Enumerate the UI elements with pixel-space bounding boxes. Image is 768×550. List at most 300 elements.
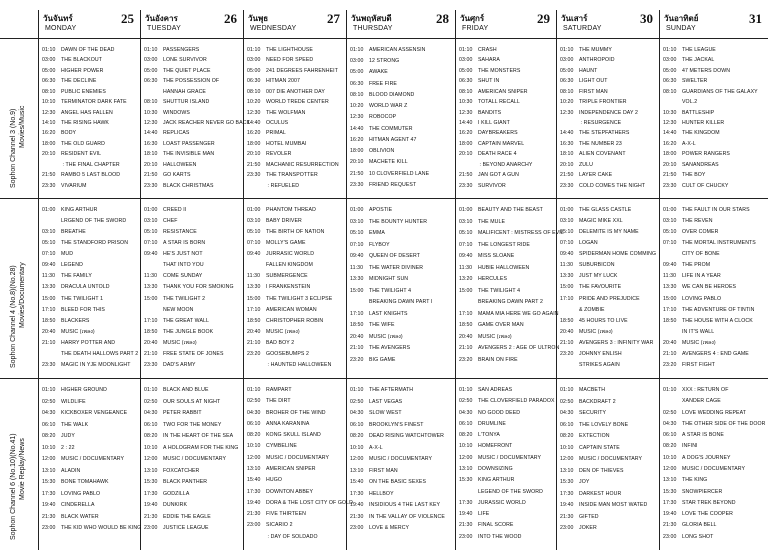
program-title: LOVING PABLO bbox=[61, 490, 101, 497]
program-time: 05:10 bbox=[459, 230, 473, 236]
program-entry bbox=[350, 265, 423, 271]
program-time: 04:30 bbox=[560, 410, 574, 416]
program-title: RESISTANCE bbox=[163, 229, 197, 236]
program-time: 15:00 bbox=[663, 295, 677, 302]
program-entry bbox=[350, 445, 383, 451]
program-entry bbox=[144, 68, 211, 74]
program-title: A HOLOGRAM FOR THE KING bbox=[163, 444, 239, 451]
program-title: ANTHROPOID bbox=[579, 57, 615, 64]
program-title: FINAL SCORE bbox=[478, 522, 514, 529]
program-title: THE WIFE bbox=[369, 322, 395, 328]
program-title: THE JUNGLE BOOK bbox=[163, 328, 214, 335]
schedule-cell bbox=[556, 387, 659, 545]
program-entry bbox=[663, 240, 756, 246]
day-name-thai: วันเสาร์ bbox=[561, 14, 588, 23]
program-time: 05:10 bbox=[350, 230, 364, 236]
channel-label-text bbox=[9, 433, 27, 540]
program-time: 21:10 bbox=[144, 350, 158, 357]
program-title: MUSIC / DOCUMENTARY bbox=[369, 456, 433, 462]
program-entry bbox=[663, 130, 720, 136]
program-entry bbox=[144, 433, 233, 439]
program-entry bbox=[560, 207, 631, 213]
program-entry bbox=[247, 229, 324, 235]
program-title: PETER RABBIT bbox=[163, 410, 202, 416]
program-entry bbox=[247, 421, 309, 427]
program-entry bbox=[42, 99, 127, 105]
program-time: 17:30 bbox=[560, 490, 574, 497]
program-title: AMERICAN SNIPER bbox=[266, 466, 316, 472]
program-title: JUSTICE LEAGUE bbox=[163, 525, 209, 531]
program-title: JUST MY LUCK bbox=[579, 273, 618, 280]
program-entry bbox=[663, 172, 705, 178]
program-title: THE MUMMY bbox=[579, 47, 612, 53]
program-entry bbox=[459, 110, 501, 116]
program-entry bbox=[459, 172, 519, 178]
program-time: 08:20 bbox=[560, 433, 574, 439]
program-entry bbox=[42, 240, 128, 246]
program-time: 02:50 bbox=[144, 398, 158, 405]
program-time: 02:50 bbox=[350, 398, 364, 405]
program-title: THE AFTERMATH bbox=[369, 387, 414, 393]
program-title: AMERICAN ASSENSIN bbox=[369, 47, 426, 53]
program-time: 13:30 bbox=[144, 284, 158, 291]
program-entry bbox=[247, 141, 307, 147]
program-title: EXTECTION bbox=[579, 433, 610, 439]
program-time: 10:30 bbox=[144, 109, 158, 116]
program-time: 23:00 bbox=[560, 525, 574, 531]
program-title: PHANTOM THREAD bbox=[266, 207, 316, 213]
day-name-thai: วันพฤหัสบดี bbox=[351, 14, 392, 23]
program-entry bbox=[247, 455, 329, 461]
program-time: 20:40 bbox=[247, 328, 261, 335]
program-entry bbox=[247, 329, 300, 335]
day-number: 26 bbox=[224, 11, 237, 26]
program-entry bbox=[144, 89, 206, 95]
program-entry bbox=[42, 273, 92, 279]
program-entry bbox=[42, 456, 124, 462]
program-title: LOVE & MERCY bbox=[369, 525, 410, 531]
program-entry bbox=[663, 262, 710, 268]
program-entry bbox=[560, 456, 642, 462]
program-title: POWER RANGERS bbox=[682, 151, 730, 158]
program-time: 13:10 bbox=[42, 467, 56, 474]
program-title: : REFUELED bbox=[266, 182, 300, 189]
program-time: 11:30 bbox=[459, 264, 473, 271]
program-time: 01:10 bbox=[459, 387, 473, 393]
program-entry bbox=[144, 329, 213, 335]
program-entry bbox=[42, 525, 141, 531]
program-title: SECURITY bbox=[579, 410, 607, 416]
program-time: 15:00 bbox=[247, 295, 261, 302]
program-time: 04:30 bbox=[144, 410, 158, 416]
program-time: 13:30 bbox=[350, 276, 364, 282]
channel-name: Sophon Channel 6 (No.10)(No.41) bbox=[10, 433, 17, 540]
program-time: 02:50 bbox=[459, 398, 473, 405]
program-time: 08:10 bbox=[350, 91, 364, 98]
program-time: 21:30 bbox=[144, 513, 158, 520]
program-title: FREE STATE OF JONES bbox=[163, 350, 224, 357]
program-entry bbox=[560, 151, 626, 157]
program-entry bbox=[247, 172, 318, 178]
program-title: BLEED FOR THIS bbox=[61, 306, 105, 313]
program-entry bbox=[42, 78, 96, 84]
day-name-english: WEDNESDAY bbox=[250, 25, 297, 32]
program-title: THE TWILIGHT 3 ECLIPSE bbox=[266, 295, 333, 302]
program-time: 23:30 bbox=[42, 182, 56, 189]
program-title: AVENGERS 2 : AGE OF ULTRON bbox=[478, 345, 560, 351]
program-entry bbox=[560, 433, 610, 439]
program-entry bbox=[42, 362, 131, 368]
program-time: 14:40 bbox=[247, 120, 261, 126]
program-time: 08:20 bbox=[459, 432, 473, 439]
program-title: : BEYOND ANARCHY bbox=[478, 161, 533, 168]
program-title: THE GREAT WALL bbox=[163, 317, 209, 324]
program-title: MUSIC / DOCUMENTARY bbox=[266, 454, 330, 461]
program-time: 20:10 bbox=[663, 161, 677, 168]
program-time: 13:10 bbox=[459, 466, 473, 472]
program-entry bbox=[144, 502, 187, 508]
program-time: 02:50 bbox=[663, 409, 677, 416]
program-entry bbox=[560, 491, 621, 497]
program-entry bbox=[144, 399, 220, 405]
program-entry bbox=[42, 183, 87, 189]
program-entry bbox=[560, 68, 597, 74]
schedule-cell bbox=[556, 207, 659, 373]
program-entry bbox=[560, 329, 613, 335]
program-entry bbox=[42, 502, 95, 508]
program-entry bbox=[247, 89, 325, 95]
row-divider bbox=[0, 38, 768, 39]
program-title: HOTEL MUMBAI bbox=[266, 140, 307, 147]
schedule-cell bbox=[243, 387, 353, 545]
program-entry bbox=[459, 68, 520, 74]
program-title: THE TWILIGHT 2 bbox=[163, 295, 206, 302]
program-entry bbox=[560, 183, 645, 189]
program-time: 20:40 bbox=[560, 328, 574, 335]
program-title: LONE SURVIVOR bbox=[163, 57, 207, 64]
program-title: PRIMAL bbox=[266, 130, 286, 137]
schedule-cell bbox=[38, 387, 140, 545]
program-time: 05:00 bbox=[459, 67, 473, 74]
program-title: FIRST MAN bbox=[579, 88, 608, 95]
program-title: IN IT'S WALL bbox=[682, 328, 715, 335]
program-title: THE LEAGUE bbox=[682, 47, 716, 53]
program-title: DRACULA UNTOLD bbox=[61, 284, 110, 291]
program-title: 12 STRONG bbox=[369, 58, 400, 65]
program-title: HERCULES bbox=[478, 276, 508, 282]
program-title: LOVE WEDDING REPEAT bbox=[682, 409, 747, 416]
program-time: 23:20 bbox=[459, 356, 473, 363]
program-title: SUBURBICON bbox=[579, 262, 615, 269]
program-entry bbox=[144, 273, 202, 279]
program-title: BONE TOMAHAWK bbox=[61, 479, 109, 485]
program-entry bbox=[560, 141, 622, 147]
program-time: 01:00 bbox=[350, 207, 364, 213]
program-entry bbox=[42, 491, 100, 497]
program-time: 21:10 bbox=[663, 350, 677, 357]
program-time: 13:10 bbox=[144, 467, 158, 474]
program-entry bbox=[42, 229, 86, 235]
program-entry bbox=[459, 242, 530, 248]
program-title: DARKEST HOUR bbox=[579, 490, 622, 497]
program-entry bbox=[560, 162, 593, 168]
program-entry bbox=[560, 47, 612, 53]
program-time: 21:50 bbox=[560, 172, 574, 179]
program-entry bbox=[42, 162, 120, 168]
program-time: 21:50 bbox=[144, 172, 158, 179]
program-time: 11:30 bbox=[42, 273, 56, 280]
program-entry bbox=[350, 410, 402, 416]
program-entry bbox=[350, 81, 397, 87]
program-entry bbox=[42, 89, 106, 95]
program-time: 17:30 bbox=[663, 499, 677, 506]
program-time: 17:30 bbox=[42, 490, 56, 497]
program-title: : DAY OF SOLDADO bbox=[266, 533, 318, 540]
program-entry bbox=[560, 399, 616, 405]
program-entry bbox=[560, 130, 629, 136]
program-entry bbox=[560, 262, 615, 268]
program-entry bbox=[144, 468, 199, 474]
program-entry bbox=[459, 477, 514, 483]
program-time: 07:10 bbox=[350, 241, 364, 248]
program-title: DAYBREAKERS bbox=[478, 130, 518, 137]
program-entry bbox=[144, 514, 211, 520]
program-title: ANGEL HAS FALLEN bbox=[61, 109, 113, 116]
schedule-cell bbox=[243, 47, 346, 193]
program-title: TERMINATOR DARK FATE bbox=[61, 99, 127, 106]
program-time: 05:00 bbox=[350, 69, 364, 76]
program-time: 12:00 bbox=[247, 454, 261, 461]
program-title: THE NUMBER 23 bbox=[579, 140, 622, 147]
program-time: 09:40 bbox=[560, 251, 574, 258]
program-title: DAWN OF THE DEAD bbox=[61, 47, 115, 53]
program-entry bbox=[560, 89, 608, 95]
program-entry bbox=[560, 479, 589, 485]
program-title: PASSENGERS bbox=[163, 47, 200, 53]
program-time: 14:40 bbox=[459, 120, 473, 126]
program-time: 08:20 bbox=[144, 433, 158, 439]
program-time: 13:30 bbox=[247, 284, 261, 291]
program-title: SNOWPIERCER bbox=[682, 488, 723, 495]
program-time: 18:50 bbox=[42, 317, 56, 324]
program-title: BLACK WATER bbox=[61, 513, 99, 520]
program-time: 03:10 bbox=[459, 218, 473, 225]
program-entry bbox=[42, 120, 109, 126]
program-title: IN THE VALLAY OF VIOLENCE bbox=[369, 513, 445, 520]
program-entry bbox=[247, 273, 308, 279]
day-name-english: THURSDAY bbox=[353, 25, 393, 32]
program-time: 17:30 bbox=[459, 499, 473, 506]
program-title: NEW MOON bbox=[163, 306, 194, 313]
program-entry bbox=[663, 110, 714, 116]
program-title: SUBMERGENCE bbox=[266, 273, 308, 280]
program-time: 11:30 bbox=[350, 264, 364, 271]
program-entry bbox=[144, 251, 203, 257]
program-title: SANANDREAS bbox=[682, 161, 719, 168]
program-title: I KILL GIANT bbox=[478, 120, 510, 126]
program-time: 10:30 bbox=[459, 99, 473, 106]
program-time: 18:00 bbox=[459, 140, 473, 147]
program-entry bbox=[247, 362, 331, 368]
day-header bbox=[243, 10, 346, 38]
program-time: 03:00 bbox=[247, 57, 261, 64]
program-entry bbox=[144, 110, 190, 116]
program-entry bbox=[350, 242, 390, 248]
program-time: 02:50 bbox=[42, 398, 56, 405]
program-time: 21:50 bbox=[247, 161, 261, 168]
program-entry bbox=[459, 141, 524, 147]
program-entry bbox=[42, 433, 75, 439]
program-title: DUNKIRK bbox=[163, 502, 188, 508]
program-title: THE DECLINE bbox=[61, 78, 97, 85]
program-title: LIFE IN A YEAR bbox=[682, 273, 721, 280]
program-title: OBLIVION bbox=[369, 148, 395, 155]
day-header-row bbox=[0, 10, 768, 38]
program-entry bbox=[247, 207, 316, 213]
program-entry bbox=[247, 120, 288, 126]
program-time: 23:30 bbox=[247, 172, 261, 179]
program-entry bbox=[42, 479, 109, 485]
program-title: BATTLESHIP bbox=[682, 109, 715, 116]
program-entry bbox=[459, 387, 512, 393]
program-entry bbox=[42, 318, 89, 324]
program-title: SAHARA bbox=[478, 57, 500, 64]
channel-label-text bbox=[9, 262, 27, 368]
program-title: LEGEND bbox=[61, 262, 83, 269]
program-title: JURASSIC WORLD bbox=[478, 499, 526, 506]
program-entry bbox=[247, 218, 302, 224]
program-entry bbox=[350, 502, 440, 508]
program-entry bbox=[144, 340, 197, 346]
program-entry bbox=[663, 421, 766, 427]
program-time: 12:30 bbox=[350, 114, 364, 121]
program-time: 10:20 bbox=[247, 99, 261, 106]
program-title: GO KARTS bbox=[163, 172, 191, 179]
program-title: DEAD RISING WATCHTOWER bbox=[369, 433, 445, 439]
program-time: 03:00 bbox=[560, 57, 574, 64]
program-entry bbox=[663, 398, 721, 404]
program-entry bbox=[350, 514, 445, 520]
program-time: 19:40 bbox=[459, 511, 473, 518]
program-title: THE TWILIGHT 1 bbox=[61, 295, 104, 302]
program-time: 10:30 bbox=[663, 109, 677, 116]
program-title: BIG GAME bbox=[369, 356, 396, 363]
program-title: KONG SKULL ISLAND bbox=[266, 432, 321, 439]
program-entry bbox=[663, 466, 745, 472]
schedule-cell bbox=[455, 207, 564, 373]
program-title: HELLBOY bbox=[369, 490, 394, 497]
program-title: HANNAH GRACE bbox=[163, 88, 206, 95]
day-header bbox=[455, 10, 556, 38]
program-entry bbox=[663, 296, 721, 302]
program-time: 21:10 bbox=[459, 345, 473, 351]
program-title: THE LIGHTHOUSE bbox=[266, 47, 313, 53]
program-entry bbox=[560, 78, 607, 84]
program-time: 23:00 bbox=[663, 533, 677, 540]
program-time: 01:10 bbox=[560, 387, 574, 393]
program-entry bbox=[663, 218, 713, 224]
program-entry bbox=[459, 219, 505, 225]
program-time: 01:10 bbox=[42, 47, 56, 53]
day-header bbox=[659, 10, 768, 38]
program-entry bbox=[459, 534, 521, 540]
program-entry bbox=[350, 92, 414, 98]
program-title: CULT OF CHUCKY bbox=[682, 182, 729, 189]
schedule-cell bbox=[38, 47, 140, 193]
program-entry bbox=[459, 500, 526, 506]
program-title: THE INVISIBLE MAN bbox=[163, 151, 215, 158]
program-title: SHUTTUR ISLAND bbox=[163, 99, 210, 106]
program-time: 18:50 bbox=[663, 317, 677, 324]
program-entry bbox=[350, 148, 394, 154]
program-title: BAD BOY 2 bbox=[266, 339, 295, 346]
program-time: 18:10 bbox=[144, 151, 158, 158]
program-title: MUSIC / DOCUMENTARY bbox=[579, 456, 643, 462]
program-entry bbox=[459, 99, 520, 105]
program-entry bbox=[663, 489, 722, 495]
program-title: THE MULE bbox=[478, 218, 506, 225]
program-title: LAST VEGAS bbox=[369, 398, 403, 405]
program-title: LAST KNIGHTS bbox=[369, 310, 408, 317]
program-entry bbox=[459, 311, 559, 317]
program-entry bbox=[350, 276, 408, 282]
program-time: 20:10 bbox=[247, 151, 261, 158]
program-title: JOHNNY ENLISH bbox=[579, 350, 622, 357]
program-title: BODY bbox=[61, 130, 77, 137]
program-time: 07:10 bbox=[42, 251, 56, 258]
program-title: IN THE HEART OF THE SEA bbox=[163, 433, 234, 439]
program-time: 18:50 bbox=[459, 322, 473, 328]
program-time: 01:00 bbox=[144, 207, 158, 213]
program-time: 23:30 bbox=[144, 361, 158, 368]
program-title: HALLOWEEN bbox=[163, 161, 197, 168]
program-title: MISS SLOANE bbox=[478, 253, 515, 259]
program-entry bbox=[247, 534, 318, 540]
program-time: 01:10 bbox=[42, 387, 56, 393]
program-title: THE KING bbox=[682, 477, 708, 484]
program-time: 17:10 bbox=[144, 317, 158, 324]
program-entry bbox=[560, 273, 617, 279]
program-time: 15:00 bbox=[350, 287, 364, 294]
program-title: THE TWILIGHT 4 bbox=[369, 287, 412, 294]
program-entry bbox=[144, 130, 189, 136]
program-time: 01:10 bbox=[247, 387, 261, 393]
program-time: 05:10 bbox=[560, 229, 574, 236]
program-time: 05:00 bbox=[42, 67, 56, 74]
program-time: 15:30 bbox=[144, 479, 158, 485]
program-title: BLACK AND BLUE bbox=[163, 387, 209, 393]
program-time: 12:30 bbox=[247, 109, 261, 116]
program-time: 16:20 bbox=[459, 130, 473, 137]
program-title: CRASH bbox=[478, 47, 497, 53]
program-entry bbox=[459, 120, 510, 126]
program-entry bbox=[663, 68, 730, 74]
program-title: BLACK PANTHER bbox=[163, 479, 208, 485]
program-entry bbox=[144, 183, 214, 189]
program-entry bbox=[247, 318, 323, 324]
program-entry bbox=[459, 398, 555, 404]
program-time: 02:50 bbox=[560, 398, 574, 405]
program-time: 06:30 bbox=[663, 78, 677, 85]
program-time: 18:50 bbox=[350, 322, 364, 328]
program-title: THE POSSESSION OF bbox=[163, 78, 220, 85]
program-title: THE CLOVERFIELD PARADOX bbox=[478, 398, 555, 405]
day-header bbox=[556, 10, 659, 38]
program-time: 21:30 bbox=[42, 513, 56, 520]
program-title: BRAIN ON FIRE bbox=[478, 356, 518, 363]
program-title: MUSIC / DOCUMENTARY bbox=[61, 456, 125, 462]
program-time: 03:10 bbox=[560, 218, 574, 225]
